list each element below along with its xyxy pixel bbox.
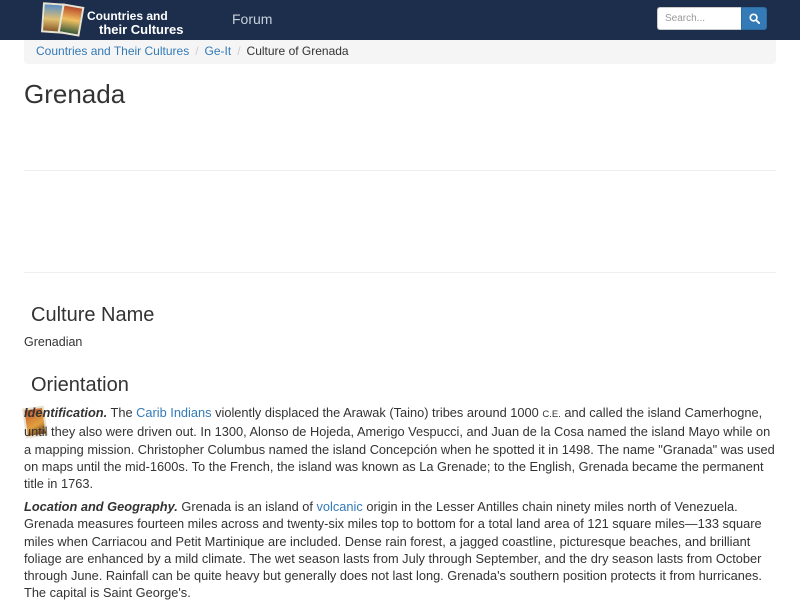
identification-label: Identification. — [24, 405, 108, 420]
location-text-1: Grenada is an island of — [177, 499, 317, 514]
breadcrumb-current: Culture of Grenada — [246, 44, 349, 58]
divider — [24, 272, 776, 273]
divider — [24, 170, 776, 171]
section-heading-orientation: Orientation — [31, 374, 129, 396]
search-form — [657, 7, 767, 30]
site-logo[interactable] — [22, 2, 212, 38]
breadcrumb-separator: / — [195, 44, 199, 58]
location-text-2: origin in the Lesser Antilles chain ninety miles north of Venezuela. Grenada measures fourteen miles across and twenty-six miles top to bottom for a total land area of 121 square miles—133 square miles when Carriacou and Petit Martinique are included. Dense rain forest, a jagged coastline, picturesque beaches, and brilliant foliage are enhanced by a mild climate. The wet season lasts from July through September, and the dry season lasts from October through June. Rainfall can be quite heavy but generally does not last long. Grenada's southern position protects it from hurricanes. The capital is Saint George's. — [24, 499, 762, 601]
search-icon — [749, 13, 760, 24]
era-abbreviation: C.E. — [542, 409, 561, 420]
section-heading-culture-name: Culture Name — [31, 304, 155, 326]
location-label: Location and Geography. — [24, 499, 178, 514]
identification-text-3: and called the island Camerhogne, until they also were driven out. In 1300, Alonso de Hojeda, Amerigo Vespucci, and Juan de la Cosa named the island Mayo while on a mapping mission. Christopher Columbus named the island Concepción when he spotted it in 1498. The name "Granada" was used on maps until the mid-1600s. To the French, the island was known as La Grenade; to the English, Grenada became the permanent title in 1763. — [24, 405, 775, 492]
carib-indians-link[interactable]: Carib Indians — [136, 405, 212, 420]
breadcrumb-countries-link[interactable]: Countries and Their Cultures — [36, 44, 190, 58]
top-navbar — [0, 0, 800, 40]
search-button[interactable] — [741, 7, 767, 30]
logo-line-1: Countries and — [87, 9, 168, 23]
logo-line-2: their Cultures — [99, 22, 184, 37]
logo-photos-icon — [22, 3, 84, 37]
breadcrumb — [24, 40, 776, 64]
identification-text-2: violently displaced the Arawak (Taino) tribes around 1000 — [211, 405, 543, 420]
identification-paragraph — [24, 404, 776, 492]
breadcrumb-separator: / — [237, 44, 241, 58]
breadcrumb-ge-it-link[interactable]: Ge-It — [204, 44, 232, 58]
nav-forum-link[interactable]: Forum — [232, 11, 273, 27]
identification-text-1: The — [110, 405, 137, 420]
location-paragraph — [24, 498, 776, 602]
logo-text — [87, 10, 197, 36]
page-title: Grenada — [24, 79, 126, 109]
culture-name-value: Grenadian — [24, 335, 83, 349]
volcanic-link[interactable]: volcanic — [316, 499, 363, 514]
search-input[interactable] — [657, 7, 741, 30]
